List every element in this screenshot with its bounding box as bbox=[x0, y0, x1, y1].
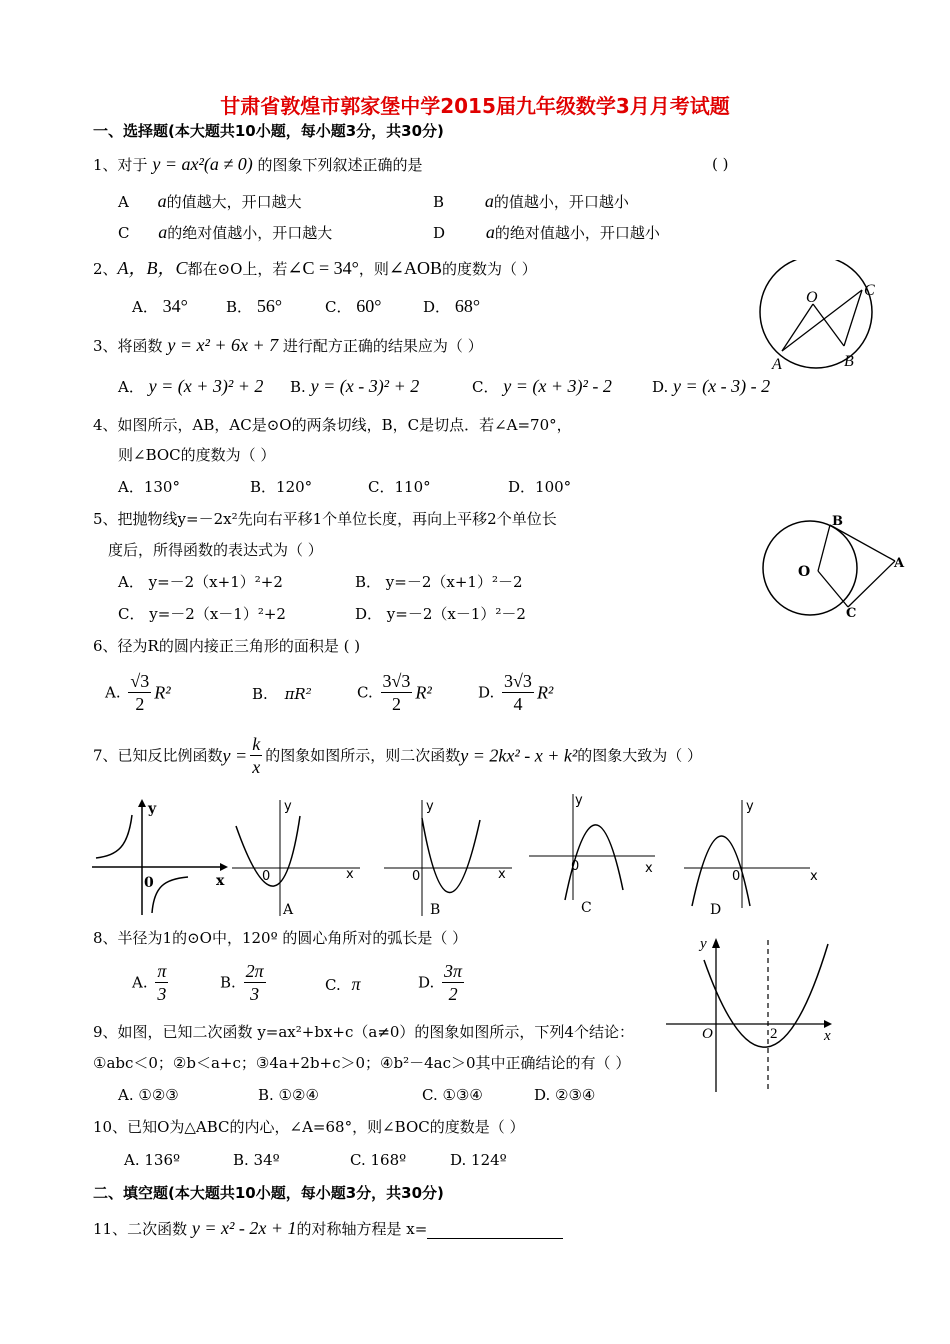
q6-option-b bbox=[252, 684, 312, 704]
q8-option-c bbox=[325, 974, 361, 995]
q3-option-d-value: y = (x - 3) - 2 bbox=[673, 376, 771, 396]
q5-option-a: A． y=－2（x+1）²+2 bbox=[118, 573, 283, 591]
q1-answer-paren: ( ) bbox=[712, 155, 729, 173]
q7-ref-origin-label: 0 bbox=[144, 875, 154, 891]
q8-option-c-value: π bbox=[351, 974, 361, 994]
q7-d-y-label: y bbox=[746, 799, 754, 814]
q6-option-d-letter: D. bbox=[478, 683, 495, 702]
question-1 bbox=[93, 154, 423, 175]
q7-c-origin-label: 0 bbox=[571, 859, 580, 874]
q1-option-b bbox=[433, 191, 629, 212]
q7-d-x-label: x bbox=[810, 869, 818, 884]
q6-stem: 6、径为R的圆内接正三角形的面积是 ( ) bbox=[93, 637, 361, 655]
q1-option-c bbox=[118, 222, 332, 243]
q4-fig-label-o: O bbox=[798, 564, 811, 580]
q4-line-1: 4、如图所示，AB，AC是⊙O的两条切线，B，C是切点．若∠A=70°， bbox=[93, 416, 572, 434]
q10-option-a: A. 136º bbox=[124, 1151, 181, 1169]
q6-option-a-fraction bbox=[128, 670, 151, 715]
q2-angle-c: ∠C = 34° bbox=[287, 258, 359, 278]
q4-tangent-figure bbox=[760, 513, 910, 623]
q3-option-a-value: y = (x + 3)² + 2 bbox=[148, 376, 264, 396]
q8-option-d-fraction bbox=[442, 960, 464, 1005]
q11-stem-suffix: 的对称轴方程是 x= bbox=[296, 1220, 428, 1238]
q1-option-b-letter: B bbox=[433, 193, 445, 211]
q7-b-origin-label: 0 bbox=[412, 869, 421, 884]
q9-fig-tick-2: 2 bbox=[770, 1026, 778, 1042]
q6-option-c bbox=[357, 670, 432, 715]
q3-option-b bbox=[290, 376, 419, 397]
q1-option-b-text: 的值越小，开口越小 bbox=[493, 193, 629, 211]
q8-option-c-letter: C. bbox=[325, 976, 341, 994]
q8-option-b-fraction bbox=[244, 960, 266, 1005]
q7-ref-y-label: y bbox=[148, 801, 157, 817]
question-3 bbox=[93, 335, 483, 356]
q6-option-d-den: 4 bbox=[513, 694, 523, 714]
q8-option-a-letter: A. bbox=[132, 973, 148, 992]
q9-line-2: ①abc＜0；②b＜a+c；③4a+2b+c＞0；④b²－4ac＞0其中正确结论的有（ ） bbox=[93, 1054, 631, 1072]
q1-option-a-letter: A bbox=[118, 193, 129, 211]
q8-stem: 8、半径为1的⊙O中，120º 的圆心角所对的弧长是（ ） bbox=[93, 929, 468, 947]
q7-option-label-b: B bbox=[430, 902, 441, 918]
q1-option-d-letter: D bbox=[433, 224, 446, 242]
q5-line-2: 度后，所得函数的表达式为（ ） bbox=[108, 541, 323, 559]
q6-option-a-num: √3 bbox=[130, 671, 150, 691]
q10-stem: 10、已知O为△ABC的内心，∠A=68°，则∠BOC的度数是（ ） bbox=[93, 1118, 525, 1136]
q6-option-a-letter: A. bbox=[105, 683, 121, 702]
q11-formula: y = x² - 2x + 1 bbox=[191, 1218, 297, 1238]
q3-option-a-letter: A． bbox=[118, 378, 144, 396]
q1-formula: y = ax²(a ≠ 0) bbox=[152, 154, 253, 174]
q3-option-b-letter: B. bbox=[290, 378, 306, 396]
q6-option-c-tail: R² bbox=[415, 682, 432, 703]
q9-option-d: D. ②③④ bbox=[534, 1086, 596, 1104]
q6-option-d-fraction bbox=[502, 670, 534, 715]
q2-option-d-letter: D． bbox=[423, 298, 451, 316]
q10-option-b: B. 34º bbox=[233, 1151, 280, 1169]
q2-fig-label-b: B bbox=[844, 353, 854, 370]
q1-option-d-text: 的绝对值越小，开口越小 bbox=[494, 224, 660, 242]
q9-line-1: 9、如图，已知二次函数 y=ax²+bx+c（a≠0）的图象如图所示，下列4个结论： bbox=[93, 1023, 634, 1041]
q2-option-b-letter: B． bbox=[226, 298, 253, 316]
q8-option-d-num: 3π bbox=[444, 961, 463, 981]
q7-option-label-c: C bbox=[581, 900, 592, 915]
q2-option-c-value: 60° bbox=[356, 296, 382, 316]
q7-hyperbola-graph bbox=[88, 795, 230, 920]
q2-option-c bbox=[325, 296, 381, 317]
q4-line-2: 则∠BOC的度数为（ ） bbox=[118, 446, 276, 464]
q6-option-c-letter: C. bbox=[357, 683, 373, 702]
q4-option-a: A．130° bbox=[118, 478, 180, 496]
q7-y-eq: y = bbox=[222, 745, 248, 766]
q6-option-d bbox=[478, 670, 553, 715]
q7-x: x bbox=[252, 757, 261, 777]
q1-option-c-var: a bbox=[158, 222, 168, 242]
q8-option-d-den: 2 bbox=[448, 984, 458, 1004]
q8-option-b-letter: B. bbox=[220, 973, 236, 992]
q4-fig-label-b: B bbox=[832, 514, 843, 529]
q6-option-a-tail: R² bbox=[154, 682, 171, 703]
q7-formula: y = 2kx² - x + k² bbox=[460, 745, 578, 766]
q7-d-origin-label: 0 bbox=[732, 869, 741, 884]
q2-option-d-value: 68° bbox=[454, 296, 481, 316]
q1-stem-suffix: 的图象下列叙述正确的是 bbox=[257, 156, 423, 174]
q2-angle-aob: ∠AOB bbox=[388, 258, 442, 278]
q7-a-x-label: x bbox=[346, 867, 354, 882]
q9-option-a: A. ①②③ bbox=[118, 1086, 179, 1104]
q7-b-y-label: y bbox=[426, 799, 434, 814]
q11-stem-prefix: 11、二次函数 bbox=[93, 1220, 188, 1238]
q1-option-d-var: a bbox=[485, 222, 495, 242]
q3-option-c-value: y = (x + 3)² - 2 bbox=[503, 376, 612, 396]
q3-option-c bbox=[472, 376, 612, 397]
q10-option-c: C. 168º bbox=[350, 1151, 407, 1169]
q4-option-d: D．100° bbox=[508, 478, 572, 496]
q8-option-d bbox=[418, 960, 467, 1005]
q1-option-b-var: a bbox=[484, 191, 494, 211]
q1-option-a bbox=[118, 191, 302, 212]
section-heading-choice: 一、选择题(本大题共10小题，每小题3分，共30分) bbox=[93, 122, 444, 140]
q9-fig-origin-label: O bbox=[702, 1026, 713, 1042]
q7-k: k bbox=[252, 734, 261, 754]
q6-option-b-value: πR² bbox=[284, 685, 312, 703]
question-11 bbox=[93, 1218, 563, 1239]
q7-c-x-label: x bbox=[645, 861, 653, 876]
q5-line-1: 5、把抛物线y=－2x²先向右平移1个单位长度，再向上平移2个单位长 bbox=[93, 510, 557, 528]
q1-option-d bbox=[433, 222, 660, 243]
q8-option-d-letter: D. bbox=[418, 973, 435, 992]
q6-option-a bbox=[105, 670, 171, 715]
q7-option-label-a: A bbox=[283, 902, 294, 918]
q3-option-c-letter: C． bbox=[472, 378, 499, 396]
q7-stem-suffix: 的图象大致为（ ） bbox=[577, 746, 703, 765]
q7-a-origin-label: 0 bbox=[262, 869, 271, 884]
q6-option-c-fraction bbox=[381, 670, 413, 715]
question-7 bbox=[93, 733, 702, 778]
q2-stem-mid2: ，则 bbox=[358, 260, 389, 278]
section-heading-fill: 二、填空题(本大题共10小题，每小题3分，共30分) bbox=[93, 1184, 444, 1202]
q7-k-over-x bbox=[250, 733, 262, 778]
q2-fig-label-a: A bbox=[772, 356, 782, 373]
q7-ref-x-label: x bbox=[216, 873, 225, 889]
q4-option-b: B．120° bbox=[250, 478, 313, 496]
q1-stem-prefix: 1、对于 bbox=[93, 156, 148, 174]
q7-graph-a bbox=[228, 796, 363, 921]
q2-option-d bbox=[423, 296, 480, 317]
q6-option-d-num: 3√3 bbox=[504, 671, 532, 691]
q5-option-d: D． y=－2（x－1）²－2 bbox=[355, 605, 526, 623]
q7-c-y-label: y bbox=[575, 793, 583, 808]
q2-option-b-value: 56° bbox=[256, 296, 283, 316]
q7-graph-c bbox=[525, 790, 660, 915]
q2-fig-label-c: C bbox=[864, 282, 875, 299]
q8-option-a bbox=[132, 960, 171, 1005]
q4-fig-label-a: A bbox=[894, 556, 905, 571]
q7-graph-b bbox=[380, 796, 515, 921]
q7-a-y-label: y bbox=[284, 799, 292, 814]
q6-option-c-den: 2 bbox=[391, 694, 401, 714]
q1-option-c-letter: C bbox=[118, 224, 130, 242]
q1-option-a-var: a bbox=[157, 191, 167, 211]
q8-option-a-fraction bbox=[155, 960, 168, 1005]
q2-stem-mid: 都在⊙O上，若 bbox=[187, 260, 288, 278]
q2-circle-figure bbox=[752, 260, 892, 375]
q4-option-c: C．110° bbox=[368, 478, 431, 496]
q4-fig-label-c: C bbox=[846, 606, 857, 621]
q7-stem-prefix: 7、已知反比例函数 bbox=[93, 746, 223, 765]
q7-option-label-d: D bbox=[710, 902, 722, 918]
q1-option-a-text: 的值越大，开口越大 bbox=[166, 193, 302, 211]
q7-stem-mid: 的图象如图所示，则二次函数 bbox=[265, 746, 461, 765]
q9-fig-x-label: x bbox=[824, 1028, 831, 1044]
q2-points: A，B，C bbox=[117, 258, 188, 278]
q6-option-b-letter: B. bbox=[252, 685, 268, 703]
q2-stem-suffix: 的度数为（ ） bbox=[441, 260, 537, 278]
q7-graph-d bbox=[680, 796, 825, 921]
q8-option-b bbox=[220, 960, 269, 1005]
q3-option-d bbox=[652, 376, 770, 397]
q3-option-d-letter: D. bbox=[652, 378, 669, 396]
q3-stem-prefix: 3、将函数 bbox=[93, 337, 163, 355]
q2-fig-label-o: O bbox=[806, 289, 818, 306]
q2-option-c-letter: C． bbox=[325, 298, 352, 316]
q2-option-a bbox=[132, 296, 188, 317]
q3-formula: y = x² + 6x + 7 bbox=[167, 335, 279, 355]
q5-option-b: B． y=－2（x+1）²－2 bbox=[355, 573, 523, 591]
q2-option-a-value: 34° bbox=[162, 296, 188, 316]
q2-option-b bbox=[226, 296, 282, 317]
q6-option-c-num: 3√3 bbox=[382, 671, 411, 691]
q11-answer-blank[interactable] bbox=[427, 1222, 563, 1239]
q9-parabola-figure bbox=[664, 932, 844, 1094]
q3-stem-suffix: 进行配方正确的结果应为（ ） bbox=[282, 337, 483, 355]
q2-stem-prefix: 2、 bbox=[93, 260, 118, 278]
q3-option-b-value: y = (x - 3)² + 2 bbox=[310, 376, 420, 396]
q7-b-x-label: x bbox=[498, 867, 506, 882]
page-title: 甘肃省敦煌市郭家堡中学2015届九年级数学3月月考试题 bbox=[220, 94, 730, 118]
q9-option-c: C. ①③④ bbox=[422, 1086, 483, 1104]
q8-option-b-num: 2π bbox=[245, 961, 264, 981]
q2-option-a-letter: A． bbox=[132, 298, 158, 316]
q8-option-a-den: 3 bbox=[157, 984, 167, 1004]
q1-option-c-text: 的绝对值越小，开口越大 bbox=[167, 224, 333, 242]
q5-option-c: C． y=－2（x－1）²+2 bbox=[118, 605, 286, 623]
q8-option-a-num: π bbox=[157, 961, 167, 981]
question-2 bbox=[93, 258, 537, 279]
q10-option-d: D. 124º bbox=[450, 1151, 507, 1169]
q3-option-a bbox=[118, 376, 263, 397]
q6-option-a-den: 2 bbox=[135, 694, 145, 714]
q6-option-d-tail: R² bbox=[536, 682, 554, 703]
q8-option-b-den: 3 bbox=[250, 984, 260, 1004]
q9-option-b: B. ①②④ bbox=[258, 1086, 319, 1104]
q9-fig-y-label: y bbox=[700, 936, 707, 952]
